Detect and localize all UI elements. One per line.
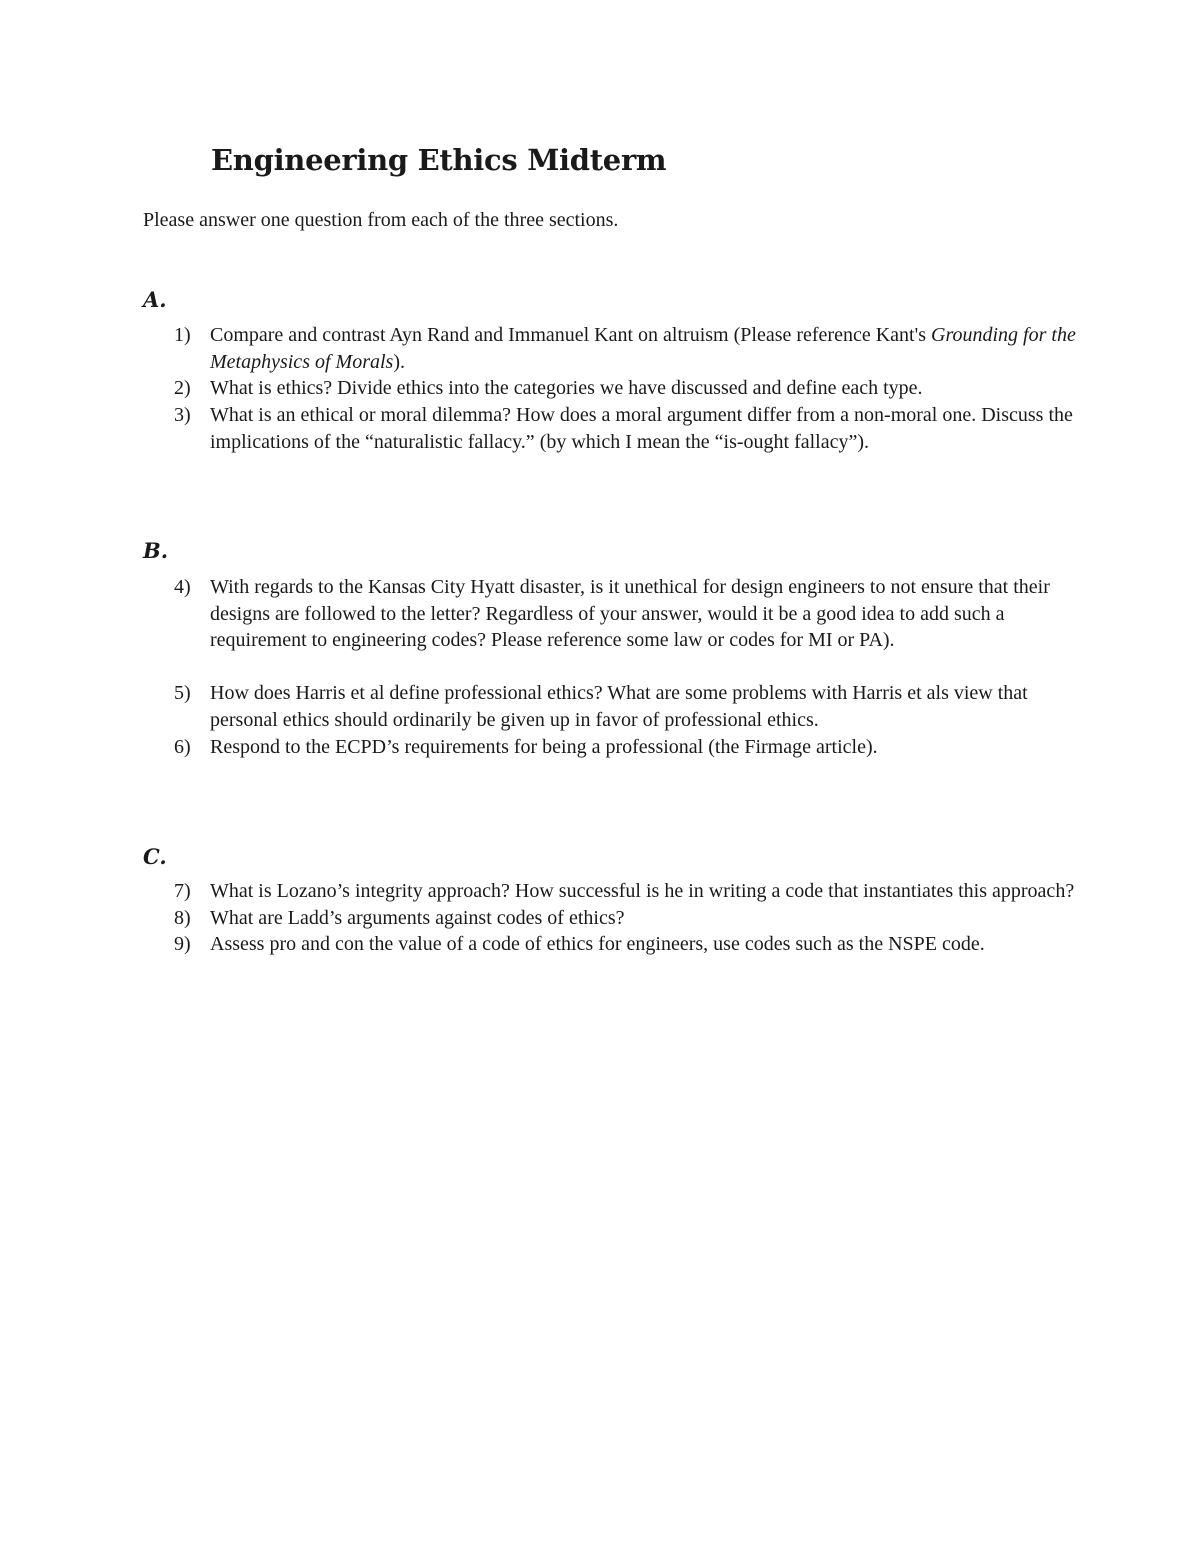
question-5 bbox=[160, 680, 1080, 733]
question-number: 7) bbox=[174, 880, 191, 902]
section-heading-a: A. bbox=[143, 287, 167, 312]
question-text: Respond to the ECPD’s requirements for being a professional (the Firmage article). bbox=[210, 735, 878, 758]
question-text: With regards to the Kansas City Hyatt disaster, is it unethical for design engineers to not ensure that their designs are followed to the letter? Regardless of your answer, would it be a good idea to add such a requirement to engineering codes? Please reference some law or codes for MI or PA). bbox=[210, 576, 1050, 652]
question-text: Assess pro and con the value of a code of ethics for engineers, use codes such as the NSPE code. bbox=[210, 933, 985, 956]
section-c-questions bbox=[160, 878, 1080, 958]
question-number: 2) bbox=[174, 377, 191, 400]
question-number: 9) bbox=[174, 933, 191, 956]
section-b-questions bbox=[160, 574, 1080, 760]
question-number: 5) bbox=[174, 682, 191, 705]
question-text: Compare and contrast Ayn Rand and Immanuel Kant on altruism (Please reference Kant's bbox=[210, 324, 931, 346]
question-text: What is Lozano’s integrity approach? How successful is he in writing a code that instantiates this approach? bbox=[210, 880, 1075, 902]
question-number: 4) bbox=[174, 576, 191, 598]
instructions: Please answer one question from each of the three sections. bbox=[143, 209, 619, 231]
question-9 bbox=[160, 931, 1080, 958]
question-number: 1) bbox=[174, 324, 191, 346]
question-number: 6) bbox=[174, 735, 191, 758]
question-text: How does Harris et al define professional ethics? What are some problems with Harris et als view that personal ethics should ordinarily be given up in favor of professional ethics. bbox=[210, 682, 1028, 731]
question-text-end: ). bbox=[393, 350, 405, 373]
section-heading-c: C. bbox=[143, 844, 167, 869]
question-8 bbox=[160, 905, 1080, 932]
question-1 bbox=[160, 322, 1080, 375]
question-text: What is ethics? Divide ethics into the categories we have discussed and define each type. bbox=[210, 377, 923, 400]
question-3 bbox=[160, 402, 1080, 455]
question-number: 8) bbox=[174, 906, 191, 929]
question-6 bbox=[160, 734, 1080, 761]
section-a-questions bbox=[160, 322, 1080, 456]
book-title: Grounding for the Metaphysics of Morals bbox=[210, 324, 1076, 373]
question-4 bbox=[160, 574, 1080, 654]
question-text: What are Ladd’s arguments against codes of ethics? bbox=[210, 906, 625, 929]
question-number: 3) bbox=[174, 404, 191, 427]
question-7 bbox=[160, 878, 1080, 905]
question-2 bbox=[160, 375, 1080, 402]
section-heading-b: B. bbox=[143, 538, 169, 563]
question-text: What is an ethical or moral dilemma? How does a moral argument differ from a non-moral one. Discuss the implications of the “naturalistic fallacy.” (by which I mean the “is-ought fallacy”). bbox=[210, 404, 1073, 453]
document-title: Engineering Ethics Midterm bbox=[211, 143, 667, 177]
